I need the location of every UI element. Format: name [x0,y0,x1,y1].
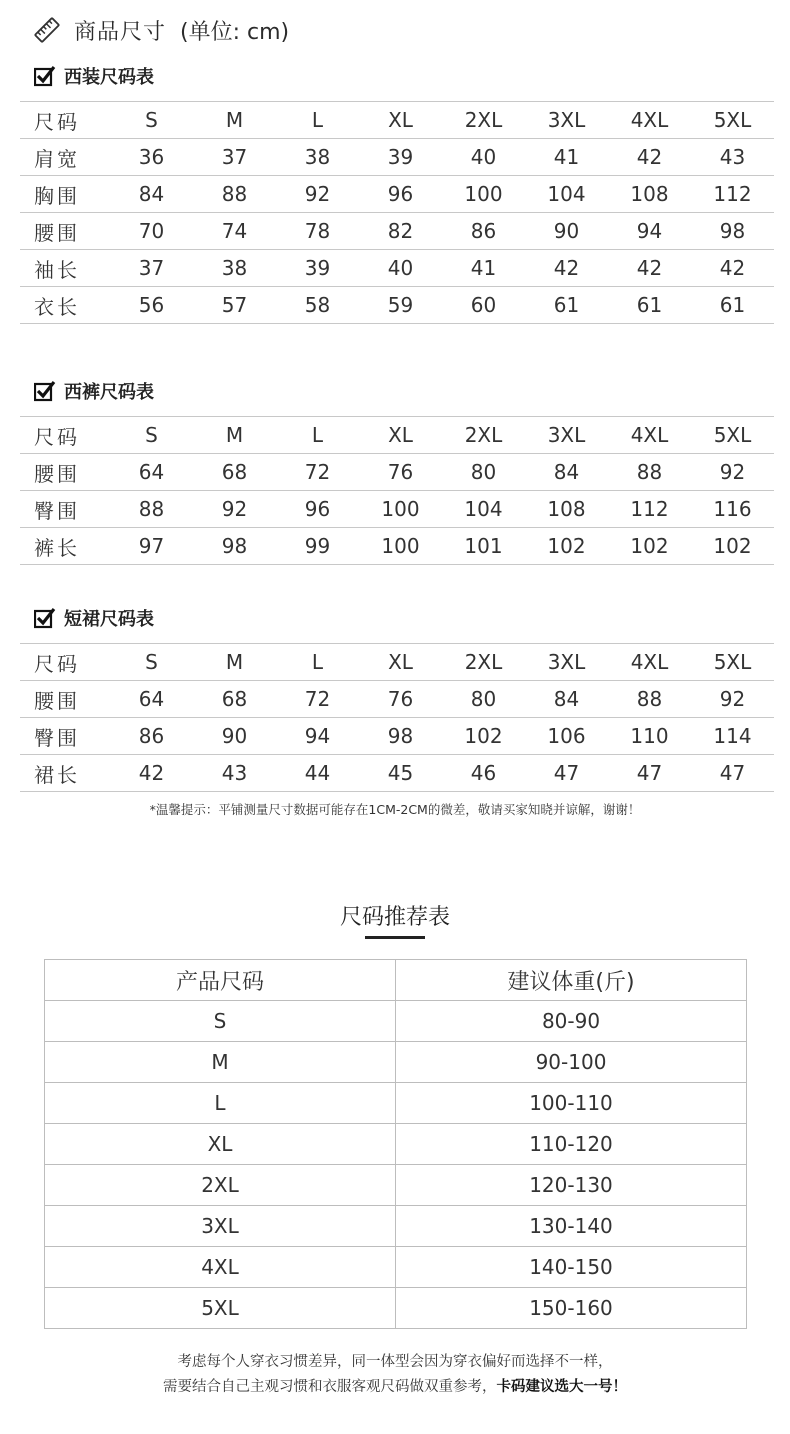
table-cell: 94 [276,718,359,755]
table-row [45,1247,747,1288]
checkbox-checked-icon [34,380,56,402]
table-cell: 42 [608,250,691,287]
table-cell: 38 [193,250,276,287]
table-cell: 116 [691,491,774,528]
table-row [20,287,774,324]
table-cell: 40 [442,139,525,176]
column-header: XL [359,102,442,139]
table-cell: 84 [525,681,608,718]
table-header-row [45,960,747,1001]
table-cell: 102 [691,528,774,565]
row-label: 臀围 [20,718,110,755]
table-row [45,1206,747,1247]
table-cell: 92 [691,681,774,718]
table-cell: 98 [691,213,774,250]
table-cell: 39 [359,139,442,176]
table-row [45,1001,747,1042]
column-header: 5XL [691,102,774,139]
table-cell: S [45,1001,396,1042]
table-cell: 60 [442,287,525,324]
table-cell: 68 [193,454,276,491]
column-header: 4XL [608,102,691,139]
column-header: M [193,417,276,454]
table-row [20,755,774,792]
column-header: 3XL [525,102,608,139]
table-cell: 88 [193,176,276,213]
table-cell: 78 [276,213,359,250]
table-cell: 42 [525,250,608,287]
column-header: XL [359,644,442,681]
column-header: XL [359,417,442,454]
table-cell: 59 [359,287,442,324]
row-label: 袖长 [20,250,110,287]
table-cell: XL [45,1124,396,1165]
column-header: L [276,417,359,454]
table-cell: 43 [691,139,774,176]
table-row [45,1083,747,1124]
row-label: 腰围 [20,454,110,491]
row-label: 腰围 [20,213,110,250]
row-label: 衣长 [20,287,110,324]
unit-label: (单位: cm) [180,19,290,45]
table-cell: 100 [442,176,525,213]
table-cell: 41 [525,139,608,176]
suit-size-table [20,101,774,324]
table-cell: 100-110 [396,1083,747,1124]
table-cell: 61 [608,287,691,324]
table-cell: 61 [691,287,774,324]
table-cell: 37 [193,139,276,176]
table-cell: 46 [442,755,525,792]
table-cell: 90 [193,718,276,755]
table-row [20,528,774,565]
table-cell: 40 [359,250,442,287]
table-cell: 102 [442,718,525,755]
column-header: 5XL [691,644,774,681]
table-cell: 64 [110,454,193,491]
column-header: M [193,102,276,139]
column-header: M [193,644,276,681]
table-cell: 140-150 [396,1247,747,1288]
table-cell: 96 [276,491,359,528]
table-header-row [20,417,774,454]
column-header: S [110,102,193,139]
table-header-row [20,644,774,681]
note-line-2-text: 需要结合自己主观习惯和衣服客观尺码做双重参考， [163,1379,497,1395]
table-cell: 100 [359,528,442,565]
table-cell: 108 [525,491,608,528]
table-cell: 110-120 [396,1124,747,1165]
column-header: L [276,644,359,681]
table-cell: 42 [110,755,193,792]
table-cell: 98 [359,718,442,755]
table-cell: 104 [525,176,608,213]
table-cell: 64 [110,681,193,718]
title-underline [365,936,425,939]
table-cell: 86 [442,213,525,250]
table-cell: 94 [608,213,691,250]
column-header: 建议体重(斤) [396,960,747,1001]
table-cell: 130-140 [396,1206,747,1247]
table-cell: 92 [276,176,359,213]
table-cell: 58 [276,287,359,324]
table-cell: 41 [442,250,525,287]
table-row [45,1288,747,1329]
row-label: 胸围 [20,176,110,213]
column-header: 尺码 [20,417,110,454]
column-header: S [110,417,193,454]
column-header: L [276,102,359,139]
table-cell: 47 [608,755,691,792]
column-header: 尺码 [20,644,110,681]
table-cell: 42 [691,250,774,287]
row-label: 肩宽 [20,139,110,176]
note-line-2 [0,1375,790,1400]
note-line-2-emphasis: 卡码建议选大一号！ [496,1379,627,1395]
table-row [45,1124,747,1165]
ruler-icon [32,15,62,45]
table-cell: 100 [359,491,442,528]
table-cell: 88 [608,681,691,718]
table-cell: 150-160 [396,1288,747,1329]
table-cell: 47 [525,755,608,792]
page-title: 商品尺寸 [74,19,167,45]
table-cell: 61 [525,287,608,324]
table-cell: L [45,1083,396,1124]
measurement-tip: *温馨提示：平铺测量尺寸数据可能存在1CM-2CM的微差，敬请买家知晓并谅解，谢谢！ [149,802,641,817]
table-cell: 42 [608,139,691,176]
table-cell: 98 [193,528,276,565]
table-cell: 43 [193,755,276,792]
table-cell: 88 [110,491,193,528]
table-row [20,718,774,755]
table-cell: 82 [359,213,442,250]
section-title-suit: 西装尺码表 [34,63,154,89]
column-header: 尺码 [20,102,110,139]
table-cell: 99 [276,528,359,565]
table-row [20,213,774,250]
page-header [32,10,289,50]
note-line-1: 考虑每个人穿衣习惯差异，同一体型会因为穿衣偏好而选择不一样， [177,1354,613,1370]
row-label: 裤长 [20,528,110,565]
column-header: 4XL [608,644,691,681]
table-cell: 112 [691,176,774,213]
table-cell: 92 [193,491,276,528]
table-row [20,139,774,176]
table-cell: 102 [525,528,608,565]
table-cell: 68 [193,681,276,718]
table-row [20,491,774,528]
table-cell: 36 [110,139,193,176]
table-cell: 44 [276,755,359,792]
table-cell: 47 [691,755,774,792]
table-cell: 80 [442,681,525,718]
table-cell: 108 [608,176,691,213]
table-cell: 80 [442,454,525,491]
table-cell: 102 [608,528,691,565]
table-cell: 56 [110,287,193,324]
table-cell: 114 [691,718,774,755]
table-cell: 38 [276,139,359,176]
column-header: 4XL [608,417,691,454]
table-cell: 88 [608,454,691,491]
table-cell: 110 [608,718,691,755]
column-header: S [110,644,193,681]
table-cell: 120-130 [396,1165,747,1206]
section-title-trousers: 西裤尺码表 [34,378,154,404]
table-cell: 72 [276,681,359,718]
table-cell: 80-90 [396,1001,747,1042]
row-label: 腰围 [20,681,110,718]
recommendation-title: 尺码推荐表 [339,905,450,930]
table-cell: 37 [110,250,193,287]
checkbox-checked-icon [34,65,56,87]
row-label: 臀围 [20,491,110,528]
checkbox-checked-icon [34,607,56,629]
table-cell: 97 [110,528,193,565]
table-cell: 76 [359,454,442,491]
table-header-row [20,102,774,139]
table-row [20,176,774,213]
table-cell: 4XL [45,1247,396,1288]
table-cell: 5XL [45,1288,396,1329]
table-cell: 70 [110,213,193,250]
table-row [20,681,774,718]
table-cell: 84 [525,454,608,491]
table-cell: 57 [193,287,276,324]
table-row [45,1042,747,1083]
table-cell: M [45,1042,396,1083]
table-cell: 72 [276,454,359,491]
bottom-note [0,1350,790,1400]
table-cell: 84 [110,176,193,213]
table-cell: 3XL [45,1206,396,1247]
recommendation-table [44,959,747,1329]
column-header: 产品尺码 [45,960,396,1001]
row-label: 裙长 [20,755,110,792]
table-row [45,1165,747,1206]
table-cell: 96 [359,176,442,213]
table-cell: 106 [525,718,608,755]
column-header: 2XL [442,417,525,454]
skirt-size-table [20,643,774,792]
section-title-skirt: 短裙尺码表 [34,605,154,631]
column-header: 2XL [442,102,525,139]
column-header: 3XL [525,644,608,681]
column-header: 2XL [442,644,525,681]
trousers-size-table [20,416,774,565]
table-row [20,250,774,287]
table-cell: 86 [110,718,193,755]
column-header: 5XL [691,417,774,454]
table-cell: 101 [442,528,525,565]
table-cell: 39 [276,250,359,287]
table-cell: 112 [608,491,691,528]
table-cell: 76 [359,681,442,718]
table-cell: 2XL [45,1165,396,1206]
table-cell: 90 [525,213,608,250]
column-header: 3XL [525,417,608,454]
table-row [20,454,774,491]
table-cell: 92 [691,454,774,491]
table-cell: 74 [193,213,276,250]
table-cell: 90-100 [396,1042,747,1083]
table-cell: 104 [442,491,525,528]
table-cell: 45 [359,755,442,792]
